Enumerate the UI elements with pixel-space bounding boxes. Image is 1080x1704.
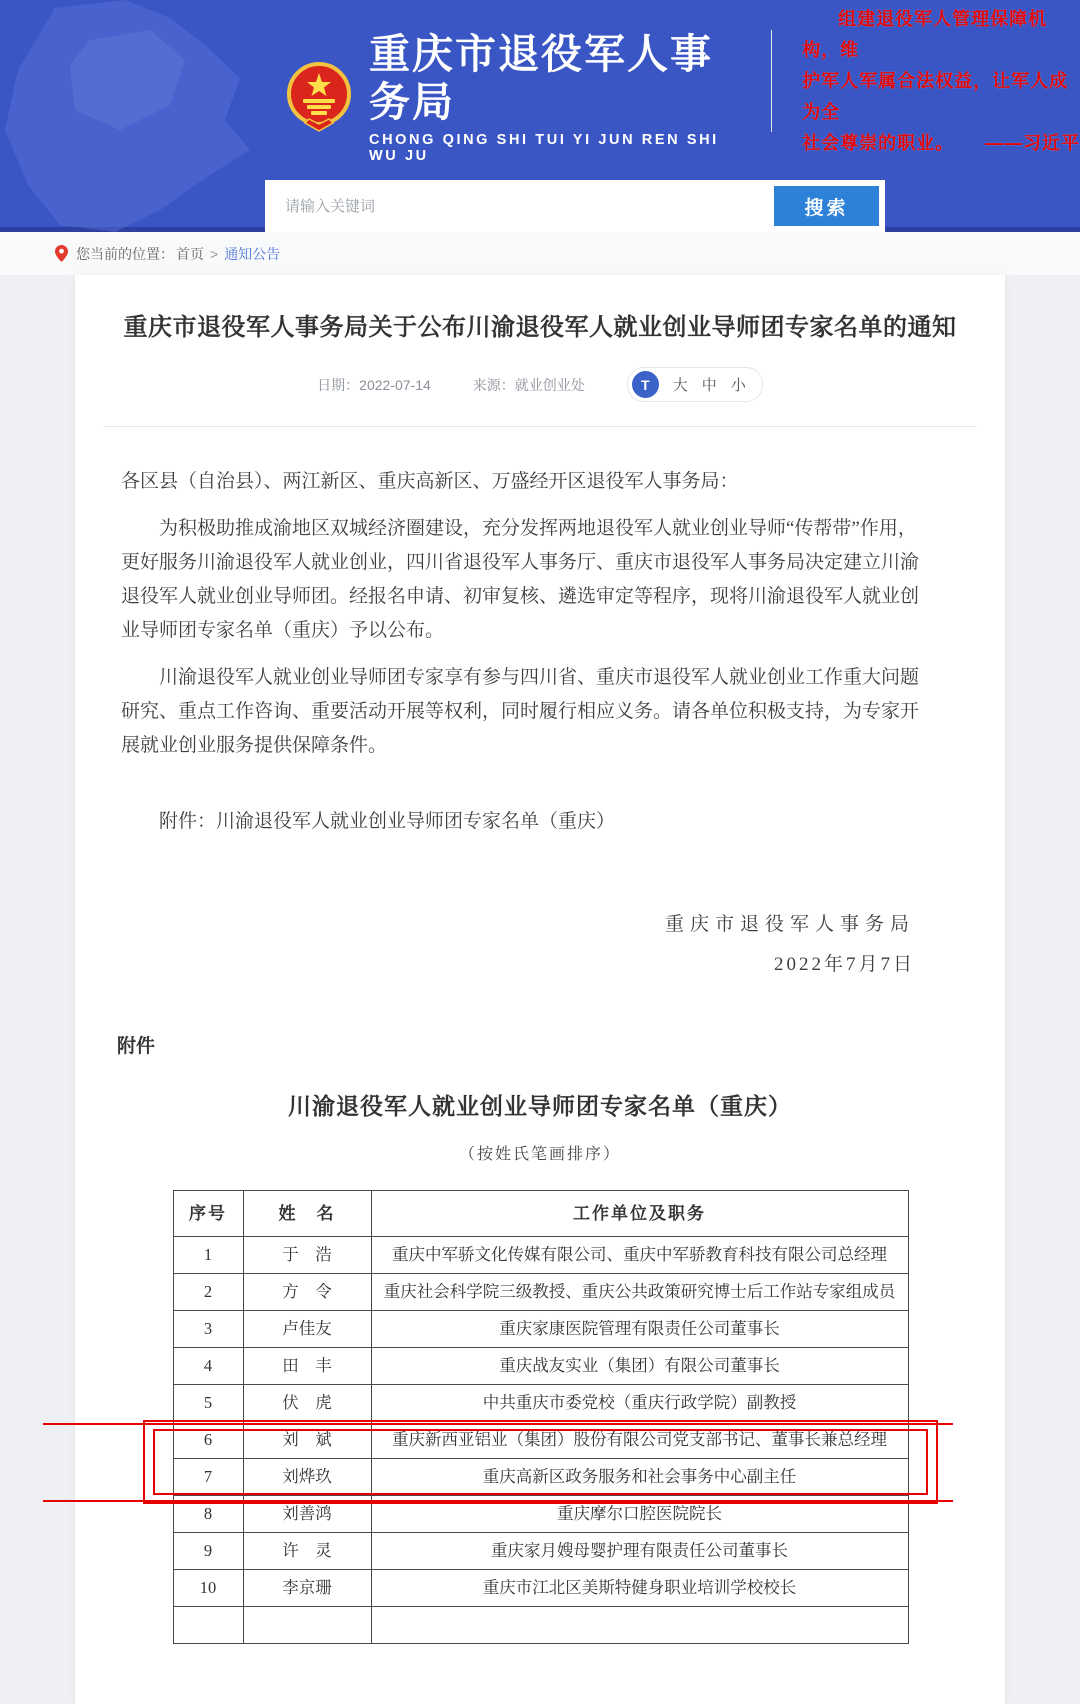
table-row	[173, 1459, 908, 1496]
attachment-title: 川渝退役军人就业创业导师团专家名单（重庆）	[288, 1093, 792, 1119]
breadcrumb-label: 您当前的位置：	[76, 245, 174, 262]
cell-name: 李京珊	[243, 1570, 371, 1607]
cell-name: 许 灵	[243, 1533, 371, 1570]
cell-num: 2	[173, 1274, 243, 1311]
table-row	[173, 1348, 908, 1385]
header-cell-num: 序号	[173, 1191, 243, 1237]
table-header-row	[173, 1191, 908, 1237]
quote-attribution: ——习近平	[985, 132, 1080, 153]
cell-name: 伏 虎	[243, 1385, 371, 1422]
article-date: 日期：2022-07-14	[317, 376, 431, 393]
cell-unit: 重庆社会科学院三级教授、重庆公共政策研究博士后工作站专家组成员	[371, 1274, 908, 1311]
article-body	[103, 465, 977, 985]
article-title: 重庆市退役军人事务局关于公布川渝退役军人就业创业导师团专家名单的通知	[123, 314, 957, 341]
cell-name: 方 令	[243, 1274, 371, 1311]
paragraph-2: 川渝退役军人就业创业导师团专家享有参与四川省、重庆市退役军人就业创业工作重大问题研究、重点工作咨询、重要活动开展等权利，同时履行相应义务。请各单位积极支持，为专家开展就业创业服务提供保障条件。	[121, 667, 920, 756]
attachment-label: 附件	[117, 1036, 156, 1057]
cell-num: 10	[173, 1570, 243, 1607]
font-size-large-button[interactable]: 大	[672, 377, 688, 394]
cell-num: 8	[173, 1496, 243, 1533]
font-size-icon: T	[632, 371, 659, 398]
header-cell-unit: 工作单位及职务	[371, 1191, 908, 1237]
location-pin-icon	[55, 245, 68, 262]
cell-name: 刘善鸿	[243, 1496, 371, 1533]
cell-name: 刘烨玖	[243, 1459, 371, 1496]
expert-table-body	[173, 1237, 908, 1644]
cell-unit: 重庆中军骄文化传媒有限公司、重庆中军骄教育科技有限公司总经理	[371, 1237, 908, 1274]
cell-name: 卢佳友	[243, 1311, 371, 1348]
breadcrumb-current-link[interactable]: 通知公告	[224, 245, 281, 262]
table-row	[173, 1274, 908, 1311]
site-subtitle: CHONG QING SHI TUI YI JUN REN SHI WU JU	[369, 132, 719, 164]
cell-unit: 重庆摩尔口腔医院院长	[371, 1496, 908, 1533]
cell-name: 于 浩	[243, 1237, 371, 1274]
cell-unit	[371, 1607, 908, 1644]
site-title: 重庆市退役军人事务局	[369, 31, 713, 125]
article-card	[75, 275, 1005, 1704]
national-emblem-logo	[285, 61, 353, 133]
table-row	[173, 1607, 908, 1644]
attachment-subtitle: （按姓氏笔画排序）	[458, 1146, 621, 1163]
quote-line-1: 组建退役军人管理保障机构，维	[802, 8, 1048, 60]
cell-name: 田 丰	[243, 1348, 371, 1385]
expert-table-wrap	[173, 1190, 908, 1644]
breadcrumb-separator: >	[210, 245, 219, 262]
font-size-widget	[627, 367, 763, 402]
cell-unit: 中共重庆市委党校（重庆行政学院）副教授	[371, 1385, 908, 1422]
font-size-small-button[interactable]: 小	[730, 377, 746, 394]
search-bar	[265, 180, 885, 232]
cell-unit: 重庆高新区政务服务和社会事务中心副主任	[371, 1459, 908, 1496]
expert-table	[173, 1190, 909, 1644]
quote-line-3: 社会尊崇的职业。	[802, 132, 955, 153]
cell-num: 4	[173, 1348, 243, 1385]
search-input[interactable]	[271, 186, 774, 226]
salutation: 各区县（自治县）、两江新区、重庆高新区、万盛经开区退役军人事务局：	[121, 471, 739, 492]
cell-num	[173, 1607, 243, 1644]
cell-num: 5	[173, 1385, 243, 1422]
quote-line-2: 护军人军属合法权益，让军人成为全	[802, 70, 1069, 122]
table-row	[173, 1533, 908, 1570]
article-meta	[103, 367, 977, 402]
header-quote	[771, 8, 1080, 153]
cell-num: 3	[173, 1311, 243, 1348]
table-row-highlighted	[173, 1422, 908, 1459]
header-cell-name: 姓 名	[243, 1191, 371, 1237]
sign-date: 2022年7月7日	[773, 954, 915, 975]
cell-unit: 重庆新西亚铝业（集团）股份有限公司党支部书记、董事长兼总经理	[371, 1422, 908, 1459]
signature-block	[121, 905, 929, 985]
cell-unit: 重庆家月嫂母婴护理有限责任公司董事长	[371, 1533, 908, 1570]
signer-name: 重庆市退役军人事务局	[664, 914, 915, 935]
cell-num: 9	[173, 1533, 243, 1570]
breadcrumb	[0, 232, 1080, 275]
cell-unit: 重庆战友实业（集团）有限公司董事长	[371, 1348, 908, 1385]
cell-num: 6	[173, 1422, 243, 1459]
meta-divider	[103, 426, 977, 427]
cell-name	[243, 1607, 371, 1644]
cell-num: 1	[173, 1237, 243, 1274]
table-row	[173, 1385, 908, 1422]
table-row	[173, 1237, 908, 1274]
search-button[interactable]: 搜索	[774, 186, 879, 226]
cell-unit: 重庆家康医院管理有限责任公司董事长	[371, 1311, 908, 1348]
article-source: 来源：就业创业处	[472, 376, 585, 393]
site-header	[0, 0, 1080, 232]
site-brand[interactable]	[285, 30, 719, 164]
paragraph-1: 为积极助推成渝地区双城经济圈建设，充分发挥两地退役军人就业创业导师“传帮带”作用，更好服务川渝退役军人就业创业，四川省退役军人事务厅、重庆市退役军人事务局决定建立川渝退役军人就业创业导师团。经报名申请、初审复核、遴选审定等程序，现将川渝退役军人就业创业导师团专家名单（重庆）予以公布。	[121, 518, 920, 641]
cell-name: 刘 斌	[243, 1422, 371, 1459]
cell-unit: 重庆市江北区美斯特健身职业培训学校校长	[371, 1570, 908, 1607]
cell-num: 7	[173, 1459, 243, 1496]
table-row	[173, 1570, 908, 1607]
table-row	[173, 1496, 908, 1533]
attachment-reference-line: 附件：川渝退役军人就业创业导师团专家名单（重庆）	[159, 811, 616, 832]
font-size-medium-button[interactable]: 中	[701, 377, 717, 394]
breadcrumb-home-link[interactable]: 首页	[176, 245, 204, 262]
table-row	[173, 1311, 908, 1348]
